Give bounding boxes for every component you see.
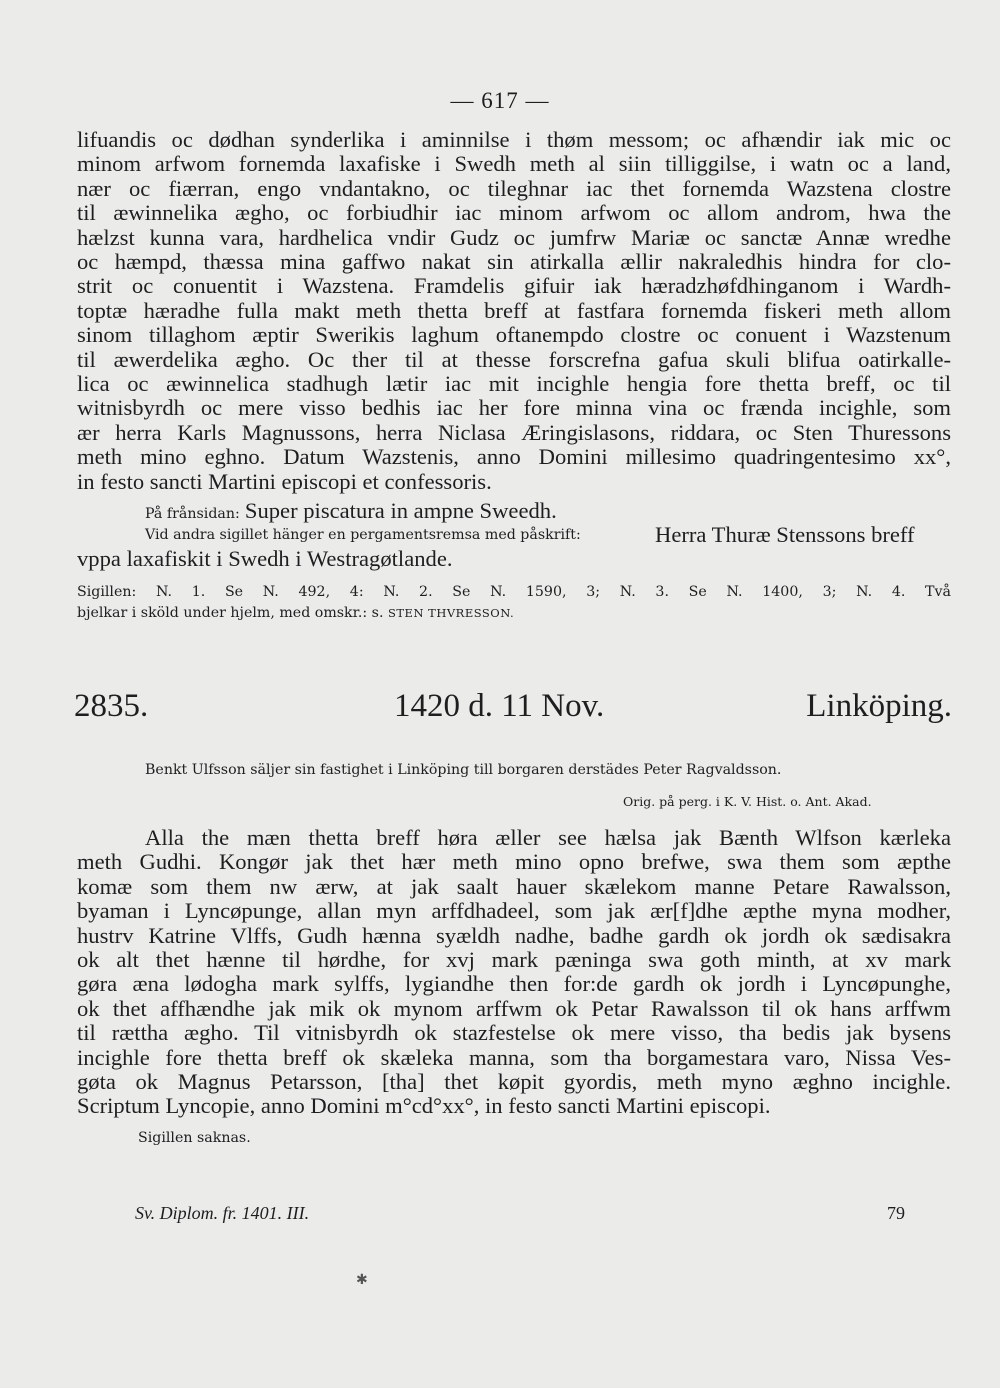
seals-line-1: Sigillen: N. 1. Se N. 492, 4: N. 2. Se N. 1590, 3; N. 3. Se N. 1400, 3; N. 4. Två [77, 584, 951, 600]
text-line: meth mino eghno. Datum Wazstenis, anno Domini millesimo quadringentesimo xx°, [77, 444, 951, 470]
ink-speck: ✱ [356, 1272, 368, 1288]
text-line: til rættha ægho. Til vitnisbyrdh ok stazfestelse ok mere visso, tha bedis jak bysens [77, 1020, 951, 1046]
text-line: byaman i Lyncøpunge, allan myn arffdhadeel, som jak ær[f]dhe æpthe myna modher, [77, 898, 951, 924]
text-line: lifuandis oc dødhan synderlika i aminnilse i thøm messom; oc afhændir iak mic oc [77, 127, 951, 152]
text-line: til æwinnelika ægho, oc forbiudhir iac minom arfwom oc allom androm, hwa the [77, 200, 951, 226]
text-line: ok thet affhændhe jak mik ok mynom arffwm ok Petar Rawalsson til ok hans arffwm [77, 995, 951, 1021]
text-line: meth Gudhi. Kongør jak thet hær meth mino opno brefwe, swa them som æpthe [77, 849, 951, 875]
text-line: in festo sancti Martini episcopi et confessoris. [77, 468, 492, 494]
text-line: minom arfwom fornemda laxafiske i Swedh meth al siin tilliggilse, i watn oc a land, [77, 151, 951, 177]
reverse-text: Super piscatura in ampne Sweedh. [244, 498, 557, 523]
seals-line-2 [77, 605, 514, 621]
footer-page: 79 [887, 1203, 905, 1223]
seal-note [145, 524, 581, 543]
seal-inscription: STEN THVRESSON. [388, 606, 515, 620]
document-summary: Benkt Ulfsson säljer sin fastighet i Linköping till borgaren derstädes Peter Ragvaldsson. [145, 762, 782, 778]
text-line: incighle fore thetta breff ok skæleka manna, som tha borgamestara varo, Nissa Ves- [77, 1044, 951, 1070]
seal-note-big: Herra Thuræ Stenssons breff [655, 522, 915, 547]
text-line: sinom tillaghom æptir Swerikis laghum oftanempdo clostre oc conuent i Wazstenum [77, 322, 951, 348]
text-line: Scriptum Lyncopie, anno Domini m°cd°xx°, in festo sancti Martini episcopi. [77, 1093, 771, 1119]
page-number: — 617 — [450, 88, 550, 113]
text-line: nær oc fiærran, engo vndantakno, oc tileghnar iac thet fornemda Wazstena clostre [77, 175, 951, 201]
text-line: hælzst kunna vara, hardhelica vndir Gudz oc jumfrw Mariæ oc sanctæ Annæ wredhe [77, 224, 951, 250]
document-place: Linköping. [806, 688, 952, 724]
seal-note-small: Vid andra sigillet hänger en pergamentsremsa med påskrift: [145, 527, 581, 543]
paragraph-2 [77, 826, 951, 1119]
text-line: ok alt thet hænne til hørdhe, for xvj mark pæninga swa goth minth, at xv mark [77, 947, 951, 973]
text-line: komæ som them nw ærw, at jak saalt hauer skælekom manne Petare Rawalsson, [77, 873, 951, 899]
text-line: gøra æna lødogha mark sylffs, lygiandhe then for:de gardh ok jordh i Lyncøpunghe, [77, 971, 951, 997]
text-line: witnisbyrdh oc mere visso bedhis iac her fore minna vina oc frænda incighle, som [77, 395, 951, 421]
text-line: Alla the mæn thetta breff høra æller see hælsa jak Bænth Wlfson kærleka [145, 825, 951, 850]
paragraph-1 [77, 128, 951, 494]
document-date: 1420 d. 11 Nov. [394, 688, 605, 724]
text-line: ær herra Karls Magnussons, herra Niclasa Æringislasons, riddara, oc Sten Thuressons [77, 419, 951, 445]
text-line: toptæ hæradhe fulla makt meth thetta breff at fastfara fornemda fiskeri meth allom [77, 297, 951, 323]
text-line: til æwerdelika ægho. Oc ther til at thesse forscrefna gafua skuli blifua oatirkalle- [77, 346, 951, 372]
seals-line-2-text: bjelkar i sköld under hjelm, med omskr.: s. [77, 605, 384, 621]
text-line: oc hæmpd, thæssa mina gaffwo nakat sin atirkalla ællir nakraledhis hindra for clo- [77, 249, 951, 275]
seal-note-cont: vppa laxafiskit i Swedh i Westragøtlande. [77, 546, 453, 571]
text-line: gøta ok Magnus Petarsson, [tha] thet køpit gyordis, meth myno æghno incighle. [77, 1069, 951, 1095]
document-heading [74, 688, 952, 732]
reverse-label: På frånsidan: [145, 506, 240, 522]
text-line: lica oc æwinnelica stadhugh lætir iac mit incighle hengia fore thetta breff, oc til [77, 371, 951, 397]
document-source: Orig. på perg. i K. V. Hist. o. Ant. Akad. [623, 794, 872, 809]
text-line: hustrv Katrine Vlffs, Gudh hænna syældh nadhe, badhe gardh ok jordh ok sædisakra [77, 922, 951, 948]
footer-source: Sv. Diplom. fr. 1401. III. [135, 1203, 310, 1223]
page-footer [77, 1203, 955, 1229]
text-line: strit oc conuentit i Wazstena. Framdelis gifuir iak hæradzhøfdhinganom i Wardh- [77, 273, 951, 299]
seals-missing: Sigillen saknas. [138, 1130, 251, 1146]
document-number: 2835. [74, 688, 149, 724]
reverse-note [145, 498, 557, 524]
